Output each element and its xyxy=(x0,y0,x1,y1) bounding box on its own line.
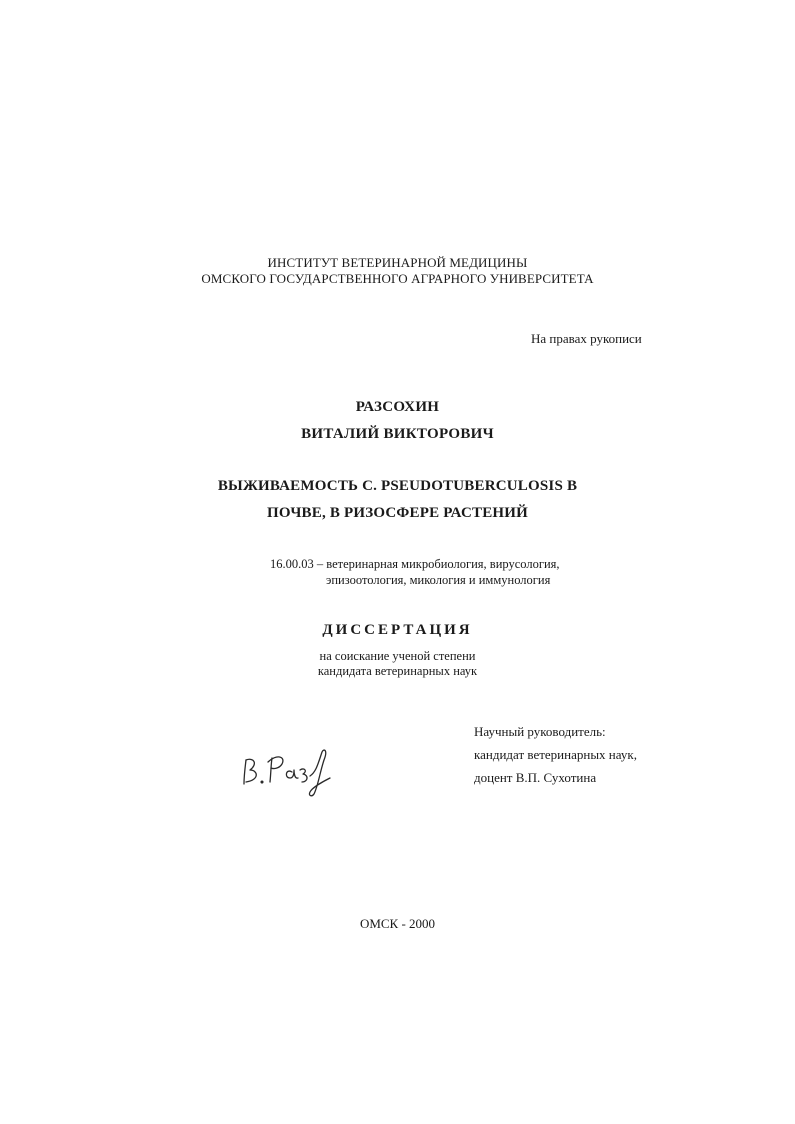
supervisor-name: доцент В.П. Сухотина xyxy=(474,770,597,785)
degree-line-2: кандидата ветеринарных наук xyxy=(317,664,478,678)
author-surname: РАЗСОХИН xyxy=(355,399,440,415)
author-name: ВИТАЛИЙ ВИКТОРОВИЧ xyxy=(301,426,494,442)
supervisor-label: Научный руководитель: xyxy=(474,724,606,739)
specialty-line-1: 16.00.03 – ветеринарная микробиология, вирусология, xyxy=(270,557,560,571)
degree-line-1: на соискание ученой степени xyxy=(319,649,476,663)
dissertation-title-line-1: ВЫЖИВАЕМОСТЬ C. PSEUDOTUBERCULOSIS В xyxy=(217,478,578,494)
work-type-heading: ДИССЕРТАЦИЯ xyxy=(322,622,473,638)
city-year: ОМСК - 2000 xyxy=(359,916,436,931)
institute-name-line-1: ИНСТИТУТ ВЕТЕРИНАРНОЙ МЕДИЦИНЫ xyxy=(267,255,528,270)
manuscript-note: На правах рукописи xyxy=(531,331,642,346)
author-signature xyxy=(238,742,338,798)
institute-name-line-2: ОМСКОГО ГОСУДАРСТВЕННОГО АГРАРНОГО УНИВЕРСИТЕТА xyxy=(201,271,594,286)
specialty-line-2: эпизоотология, микология и иммунология xyxy=(326,573,551,587)
supervisor-degree: кандидат ветеринарных наук, xyxy=(474,747,637,762)
dissertation-title-line-2: ПОЧВЕ, В РИЗОСФЕРЕ РАСТЕНИЙ xyxy=(266,505,529,521)
